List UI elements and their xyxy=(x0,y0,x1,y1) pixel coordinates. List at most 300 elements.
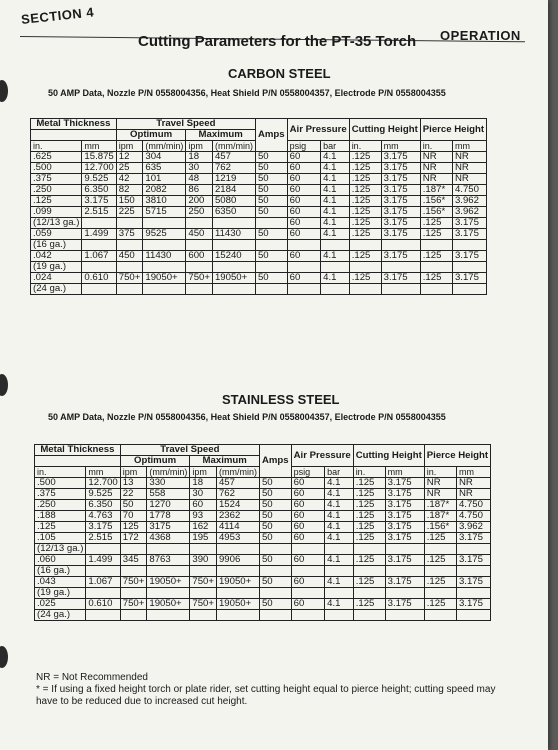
table-cell: 457 xyxy=(212,152,255,163)
table-cell: 2184 xyxy=(212,185,255,196)
table-cell: 19050+ xyxy=(147,577,190,588)
table-cell: .125 xyxy=(349,251,381,262)
page-title: Cutting Parameters for the PT-35 Torch xyxy=(138,33,417,50)
table-cell: 4.750 xyxy=(452,185,486,196)
table-cell xyxy=(147,566,190,577)
table-cell: 3.175 xyxy=(385,555,424,566)
table-cell xyxy=(291,566,325,577)
table-cell: 635 xyxy=(143,163,186,174)
table-cell: .105 xyxy=(35,533,86,544)
table-cell: 4.1 xyxy=(321,218,350,229)
table-cell: 3.175 xyxy=(381,174,420,185)
table-cell: .125 xyxy=(31,196,82,207)
table-cell: 125 xyxy=(120,522,147,533)
table-cell: 15.875 xyxy=(82,152,116,163)
table-cell xyxy=(212,218,255,229)
table-cell xyxy=(321,262,350,273)
table-cell xyxy=(255,218,287,229)
table-cell xyxy=(216,610,259,621)
table-cell: .125 xyxy=(353,489,385,500)
carbon-steel-title: CARBON STEEL xyxy=(228,66,331,81)
table-cell xyxy=(255,240,287,251)
table-cell xyxy=(325,610,354,621)
table-cell: .187* xyxy=(424,511,456,522)
table-cell xyxy=(325,566,354,577)
table-row xyxy=(35,555,491,566)
table-cell: 60 xyxy=(287,163,321,174)
table-cell: 3.175 xyxy=(381,251,420,262)
table-cell xyxy=(255,262,287,273)
table-cell xyxy=(381,240,420,251)
table-cell: 4.1 xyxy=(321,229,350,240)
table-cell xyxy=(82,262,116,273)
table-cell: 12.700 xyxy=(82,163,116,174)
table-cell xyxy=(353,588,385,599)
table-cell xyxy=(116,284,143,295)
table-row xyxy=(35,588,491,599)
table-cell xyxy=(86,588,120,599)
table-cell: 750+ xyxy=(190,599,217,610)
binder-hole xyxy=(0,374,8,396)
table-cell: 60 xyxy=(287,152,321,163)
table-cell xyxy=(452,262,486,273)
table-cell: 3.175 xyxy=(82,196,116,207)
table-cell: 60 xyxy=(291,599,325,610)
table-cell: 9.525 xyxy=(82,174,116,185)
table-cell: .125 xyxy=(353,511,385,522)
table-cell: .125 xyxy=(353,478,385,489)
table-cell: 1219 xyxy=(212,174,255,185)
table-cell: 3175 xyxy=(147,522,190,533)
table-cell xyxy=(456,566,490,577)
table-cell xyxy=(349,284,381,295)
table-cell: 4.1 xyxy=(321,273,350,284)
table-cell xyxy=(353,566,385,577)
table-cell: .125 xyxy=(353,500,385,511)
table-cell: .125 xyxy=(353,555,385,566)
table-cell: NR xyxy=(424,478,456,489)
table-row xyxy=(31,163,487,174)
note-nr: NR = Not Recommended xyxy=(36,672,148,683)
table-cell: 4.1 xyxy=(321,251,350,262)
table-cell xyxy=(420,284,452,295)
table-cell: (19 ga.) xyxy=(35,588,86,599)
table-cell: 3.175 xyxy=(385,478,424,489)
table-cell: .125 xyxy=(420,218,452,229)
table-cell: 3.175 xyxy=(381,229,420,240)
table-cell: 3.175 xyxy=(385,577,424,588)
table-cell xyxy=(116,218,143,229)
table-cell: (19 ga.) xyxy=(31,262,82,273)
table-cell xyxy=(116,262,143,273)
table-cell: .059 xyxy=(31,229,82,240)
table-cell: .125 xyxy=(349,207,381,218)
table-row xyxy=(35,511,491,522)
table-cell: (12/13 ga.) xyxy=(35,544,86,555)
table-cell: 60 xyxy=(287,207,321,218)
table-cell xyxy=(385,588,424,599)
table-cell xyxy=(381,262,420,273)
table-cell: 304 xyxy=(143,152,186,163)
table-cell: 50 xyxy=(259,500,291,511)
table-cell: 8763 xyxy=(147,555,190,566)
stainless-steel-info: 50 AMP Data, Nozzle P/N 0558004356, Heat Shield P/N 0558004357, Electrode P/N 0558004355 xyxy=(48,412,446,422)
table-cell xyxy=(216,566,259,577)
table-cell: 70 xyxy=(120,511,147,522)
table-cell: 48 xyxy=(186,174,213,185)
table-cell xyxy=(424,588,456,599)
table-row xyxy=(35,533,491,544)
table-cell: 60 xyxy=(291,555,325,566)
units-row: in. mm ipm (mm/min) ipm (mm/min) psig bar in. mm in. mm xyxy=(31,141,487,152)
table-cell: (16 ga.) xyxy=(35,566,86,577)
table-cell xyxy=(186,284,213,295)
table-cell: 60 xyxy=(291,511,325,522)
table-cell: 6.350 xyxy=(86,500,120,511)
table-cell xyxy=(143,284,186,295)
table-cell: .125 xyxy=(420,229,452,240)
table-cell xyxy=(147,588,190,599)
table-cell xyxy=(424,566,456,577)
table-row xyxy=(35,478,491,489)
table-cell: 5080 xyxy=(212,196,255,207)
table-cell: .125 xyxy=(420,251,452,262)
table-cell xyxy=(424,544,456,555)
metal-thickness-header: Metal Thickness xyxy=(35,445,121,456)
table-cell: NR xyxy=(452,174,486,185)
maximum-header: Maximum xyxy=(186,130,256,141)
table-cell: 3.962 xyxy=(452,207,486,218)
table-cell xyxy=(291,610,325,621)
table-cell: .125 xyxy=(35,522,86,533)
table-cell: 50 xyxy=(259,489,291,500)
table-cell: .500 xyxy=(31,163,82,174)
table-cell: 4114 xyxy=(216,522,259,533)
table-cell: 15240 xyxy=(212,251,255,262)
table-cell: 750+ xyxy=(190,577,217,588)
table-cell: 3.175 xyxy=(381,273,420,284)
table-cell: 4.1 xyxy=(325,489,354,500)
table-cell: 60 xyxy=(291,500,325,511)
travel-speed-header: Travel Speed xyxy=(116,119,255,130)
table-row xyxy=(35,610,491,621)
table-cell: 9906 xyxy=(216,555,259,566)
units-row: in. mm ipm (mm/min) ipm (mm/min) psig bar in. mm in. mm xyxy=(35,467,491,478)
table-cell: 3.175 xyxy=(456,577,490,588)
table-cell: 9525 xyxy=(143,229,186,240)
table-cell: 50 xyxy=(255,273,287,284)
table-cell: 30 xyxy=(190,489,217,500)
table-cell: 4.1 xyxy=(321,152,350,163)
table-row xyxy=(35,577,491,588)
section-label: SECTION 4 xyxy=(20,4,95,27)
pierce-height-header: Pierce Height xyxy=(420,119,486,141)
footnotes xyxy=(36,672,516,708)
table-cell: 50 xyxy=(255,229,287,240)
table-cell: 762 xyxy=(212,163,255,174)
table-cell: 3.175 xyxy=(381,218,420,229)
table-cell xyxy=(456,610,490,621)
table-cell: 50 xyxy=(255,207,287,218)
table-cell: 11430 xyxy=(212,229,255,240)
table-row xyxy=(31,207,487,218)
table-cell xyxy=(456,544,490,555)
table-cell: 762 xyxy=(216,489,259,500)
note-star: * = If using a fixed height torch or plate rider, set cutting height equal to pierce height; cutting speed may have to be reduced due to increased cut height. xyxy=(36,684,496,707)
table-cell: 4.1 xyxy=(321,196,350,207)
table-cell xyxy=(291,588,325,599)
table-cell: 3.962 xyxy=(452,196,486,207)
table-cell: .025 xyxy=(35,599,86,610)
table-cell xyxy=(381,284,420,295)
table-cell: 50 xyxy=(255,152,287,163)
table-cell xyxy=(212,262,255,273)
pierce-height-header: Pierce Height xyxy=(424,445,490,467)
table-cell: 3.175 xyxy=(452,229,486,240)
table-cell: .125 xyxy=(353,577,385,588)
table-cell: 3.175 xyxy=(452,251,486,262)
table-cell: 2082 xyxy=(143,185,186,196)
maximum-header: Maximum xyxy=(190,456,260,467)
table-cell: 4.750 xyxy=(456,500,490,511)
table-cell: 172 xyxy=(120,533,147,544)
table-cell: 4.1 xyxy=(325,577,354,588)
table-cell: 4.1 xyxy=(321,185,350,196)
table-cell xyxy=(120,588,147,599)
table-cell: 3.175 xyxy=(452,273,486,284)
amps-header: Amps xyxy=(259,445,291,478)
table-cell: 4.750 xyxy=(456,511,490,522)
table-cell xyxy=(143,218,186,229)
table-cell: .156* xyxy=(420,196,452,207)
table-cell: 50 xyxy=(255,174,287,185)
table-cell: 250 xyxy=(186,207,213,218)
table-cell xyxy=(143,240,186,251)
table-cell xyxy=(186,262,213,273)
table-cell: .125 xyxy=(353,599,385,610)
table-cell: NR xyxy=(420,152,452,163)
table-cell: 1778 xyxy=(147,511,190,522)
table-cell: 600 xyxy=(186,251,213,262)
table-cell: 4.1 xyxy=(325,478,354,489)
table-cell: (16 ga.) xyxy=(31,240,82,251)
table-cell: 60 xyxy=(287,218,321,229)
table-cell: .375 xyxy=(35,489,86,500)
table-cell xyxy=(186,240,213,251)
table-cell: 450 xyxy=(186,229,213,240)
table-cell: 345 xyxy=(120,555,147,566)
table-cell: .375 xyxy=(31,174,82,185)
table-cell: 60 xyxy=(287,273,321,284)
table-cell: .125 xyxy=(349,185,381,196)
table-cell: 3.175 xyxy=(456,599,490,610)
table-cell xyxy=(120,544,147,555)
table-cell: 558 xyxy=(147,489,190,500)
table-cell: 195 xyxy=(190,533,217,544)
travel-speed-header: Travel Speed xyxy=(120,445,259,456)
table-cell: 60 xyxy=(287,174,321,185)
optimum-header: Optimum xyxy=(120,456,190,467)
table-cell xyxy=(190,588,217,599)
table-cell: 13 xyxy=(120,478,147,489)
table-cell xyxy=(190,544,217,555)
table-cell: (24 ga.) xyxy=(31,284,82,295)
table-cell: .125 xyxy=(349,152,381,163)
table-cell: 19050+ xyxy=(216,577,259,588)
table-cell: 18 xyxy=(186,152,213,163)
table-cell: .187* xyxy=(420,185,452,196)
table-cell: 3.175 xyxy=(385,489,424,500)
table-cell: NR xyxy=(420,163,452,174)
table-cell xyxy=(456,588,490,599)
table-cell xyxy=(287,262,321,273)
table-cell: 50 xyxy=(255,196,287,207)
table-cell: .125 xyxy=(420,273,452,284)
table-cell: 12 xyxy=(116,152,143,163)
table-row xyxy=(31,262,487,273)
table-cell: 200 xyxy=(186,196,213,207)
table-cell: 750+ xyxy=(186,273,213,284)
table-cell xyxy=(86,566,120,577)
table-cell: 60 xyxy=(291,478,325,489)
table-cell: .042 xyxy=(31,251,82,262)
table-cell: 750+ xyxy=(116,273,143,284)
table-cell: 0.610 xyxy=(82,273,116,284)
table-cell: 50 xyxy=(255,185,287,196)
table-row xyxy=(35,522,491,533)
amps-header: Amps xyxy=(255,119,287,152)
table-cell: 18 xyxy=(190,478,217,489)
table-cell: .156* xyxy=(420,207,452,218)
table-row xyxy=(31,185,487,196)
table-cell: 11430 xyxy=(143,251,186,262)
table-cell: 4.1 xyxy=(325,533,354,544)
table-row xyxy=(35,544,491,555)
table-cell: 4368 xyxy=(147,533,190,544)
table-cell: 3.175 xyxy=(385,599,424,610)
binder-hole xyxy=(0,80,8,102)
table-cell: NR xyxy=(424,489,456,500)
table-cell: 12.700 xyxy=(86,478,120,489)
table-cell: 50 xyxy=(259,599,291,610)
table-cell xyxy=(143,262,186,273)
table-cell: 60 xyxy=(291,522,325,533)
carbon-steel-table xyxy=(30,118,487,295)
table-cell: .125 xyxy=(349,163,381,174)
table-cell: (12/13 ga.) xyxy=(31,218,82,229)
table-cell: 2362 xyxy=(216,511,259,522)
table-cell: 1524 xyxy=(216,500,259,511)
table-cell: NR xyxy=(456,489,490,500)
table-row xyxy=(35,489,491,500)
table-row xyxy=(35,566,491,577)
table-cell xyxy=(216,588,259,599)
table-cell xyxy=(82,218,116,229)
table-cell: 22 xyxy=(120,489,147,500)
table-cell xyxy=(120,610,147,621)
table-cell: 3.175 xyxy=(456,555,490,566)
air-pressure-header: Air Pressure xyxy=(287,119,349,141)
table-cell: 750+ xyxy=(120,577,147,588)
table-cell: .125 xyxy=(349,273,381,284)
table-cell: NR xyxy=(452,163,486,174)
table-cell: 50 xyxy=(255,251,287,262)
table-cell: 101 xyxy=(143,174,186,185)
table-cell xyxy=(147,544,190,555)
table-cell xyxy=(424,610,456,621)
table-cell: 2.515 xyxy=(86,533,120,544)
table-cell: 60 xyxy=(287,196,321,207)
table-cell: 3.175 xyxy=(381,152,420,163)
table-cell xyxy=(190,566,217,577)
table-cell xyxy=(420,240,452,251)
operation-label: OPERATION xyxy=(440,28,521,43)
table-cell: .060 xyxy=(35,555,86,566)
table-cell: 82 xyxy=(116,185,143,196)
table-cell xyxy=(353,610,385,621)
cutting-height-header: Cutting Height xyxy=(349,119,420,141)
table-cell xyxy=(120,566,147,577)
table-cell: .125 xyxy=(424,555,456,566)
table-cell xyxy=(385,566,424,577)
table-cell: 86 xyxy=(186,185,213,196)
table-row xyxy=(31,273,487,284)
table-cell: .125 xyxy=(424,533,456,544)
table-cell xyxy=(190,610,217,621)
table-cell xyxy=(212,284,255,295)
table-cell: 4.1 xyxy=(321,207,350,218)
table-cell: 1.499 xyxy=(86,555,120,566)
table-cell: 0.610 xyxy=(86,599,120,610)
table-cell: .156* xyxy=(424,522,456,533)
table-cell: 330 xyxy=(147,478,190,489)
table-cell xyxy=(452,284,486,295)
table-cell: 4953 xyxy=(216,533,259,544)
table-cell xyxy=(325,588,354,599)
table-cell: 3.175 xyxy=(456,533,490,544)
table-cell xyxy=(353,544,385,555)
table-cell: .043 xyxy=(35,577,86,588)
table-cell xyxy=(82,284,116,295)
table-cell: 1.067 xyxy=(86,577,120,588)
table-cell: 3810 xyxy=(143,196,186,207)
table-cell: 5715 xyxy=(143,207,186,218)
table-cell: .625 xyxy=(31,152,82,163)
cutting-height-header: Cutting Height xyxy=(353,445,424,467)
table-cell xyxy=(325,544,354,555)
table-cell: 4.1 xyxy=(325,599,354,610)
table-cell xyxy=(86,544,120,555)
carbon-steel-info: 50 AMP Data, Nozzle P/N 0558004356, Heat Shield P/N 0558004357, Electrode P/N 0558004355 xyxy=(48,88,446,98)
table-cell xyxy=(255,284,287,295)
table-cell xyxy=(212,240,255,251)
table-cell xyxy=(186,218,213,229)
table-cell: NR xyxy=(420,174,452,185)
table-cell: 60 xyxy=(291,489,325,500)
table-row xyxy=(31,196,487,207)
table-cell: 3.175 xyxy=(385,522,424,533)
table-cell: 3.175 xyxy=(381,196,420,207)
table-cell: 457 xyxy=(216,478,259,489)
table-row xyxy=(31,240,487,251)
table-cell xyxy=(385,610,424,621)
table-cell: NR xyxy=(456,478,490,489)
table-cell: 375 xyxy=(116,229,143,240)
table-cell: 1.499 xyxy=(82,229,116,240)
table-cell: 150 xyxy=(116,196,143,207)
table-cell xyxy=(259,544,291,555)
table-cell: .187* xyxy=(424,500,456,511)
